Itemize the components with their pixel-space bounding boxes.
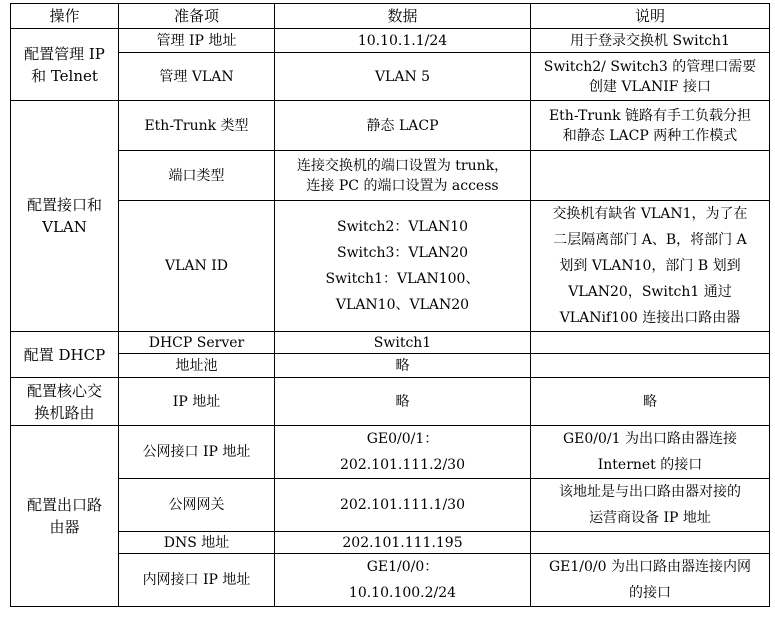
cell-data: 10.10.1.1/24 — [275, 29, 531, 53]
table-row — [11, 53, 770, 101]
cell-item: 地址池 — [119, 354, 275, 378]
cell-desc — [531, 151, 770, 201]
cell-data: GE1/0/0： 10.10.100.2/24 — [275, 554, 531, 607]
group-mgmt: 配置管理 IP 和 Telnet — [11, 29, 119, 101]
cell-data: Switch2：VLAN10 Switch3：VLAN20 Switch1：VLAN100、 VLAN10、VLAN20 — [275, 201, 531, 332]
table-row — [11, 554, 770, 607]
table-row — [11, 29, 770, 53]
cell-data: 202.101.111.195 — [275, 532, 531, 554]
header-description: 说明 — [531, 4, 770, 29]
cell-desc — [531, 332, 770, 354]
table-row — [11, 332, 770, 354]
cell-desc — [531, 532, 770, 554]
cell-desc: 交换机有缺省 VLAN1，为了在 二层隔离部门 A、B，将部门 A 划到 VLAN10，部门 B 划到 VLAN20，Switch1 通过 VLANif100 连接出口路由器 — [531, 201, 770, 332]
cell-data: VLAN 5 — [275, 53, 531, 101]
cell-item: 管理 VLAN — [119, 53, 275, 101]
cell-desc: GE0/0/1 为出口路由器连接 Internet 的接口 — [531, 426, 770, 479]
cell-item: VLAN ID — [119, 201, 275, 332]
table-row — [11, 479, 770, 532]
group-dhcp: 配置 DHCP — [11, 332, 119, 378]
cell-item: IP 地址 — [119, 378, 275, 426]
cell-item: Eth-Trunk 类型 — [119, 101, 275, 151]
cell-item: 公网接口 IP 地址 — [119, 426, 275, 479]
group-core-routing: 配置核心交 换机路由 — [11, 378, 119, 426]
table-row — [11, 354, 770, 378]
cell-desc: Switch2/ Switch3 的管理口需要 创建 VLANIF 接口 — [531, 53, 770, 101]
table-row — [11, 201, 770, 332]
cell-item: 内网接口 IP 地址 — [119, 554, 275, 607]
table-row — [11, 151, 770, 201]
cell-desc: GE1/0/0 为出口路由器连接内网 的接口 — [531, 554, 770, 607]
cell-data: Switch1 — [275, 332, 531, 354]
cell-data: 连接交换机的端口设置为 trunk， 连接 PC 的端口设置为 access — [275, 151, 531, 201]
table-row — [11, 378, 770, 426]
cell-desc: 该地址是与出口路由器对接的 运营商设备 IP 地址 — [531, 479, 770, 532]
header-item: 准备项 — [119, 4, 275, 29]
group-interface-vlan: 配置接口和 VLAN — [11, 101, 119, 332]
cell-item: DHCP Server — [119, 332, 275, 354]
cell-data: 202.101.111.1/30 — [275, 479, 531, 532]
cell-data: 静态 LACP — [275, 101, 531, 151]
cell-item: 公网网关 — [119, 479, 275, 532]
group-egress-router: 配置出口路 由器 — [11, 426, 119, 607]
cell-item: 管理 IP 地址 — [119, 29, 275, 53]
cell-item: DNS 地址 — [119, 532, 275, 554]
cell-data: GE0/0/1： 202.101.111.2/30 — [275, 426, 531, 479]
header-row — [11, 4, 770, 29]
table-row — [11, 532, 770, 554]
cell-item: 端口类型 — [119, 151, 275, 201]
config-table — [10, 3, 770, 607]
cell-desc — [531, 354, 770, 378]
cell-desc: 用于登录交换机 Switch1 — [531, 29, 770, 53]
header-operation: 操作 — [11, 4, 119, 29]
table-row — [11, 426, 770, 479]
cell-data: 略 — [275, 378, 531, 426]
header-data: 数据 — [275, 4, 531, 29]
cell-data: 略 — [275, 354, 531, 378]
table-row — [11, 101, 770, 151]
cell-desc: Eth-Trunk 链路有手工负载分担 和静态 LACP 两种工作模式 — [531, 101, 770, 151]
cell-desc: 略 — [531, 378, 770, 426]
